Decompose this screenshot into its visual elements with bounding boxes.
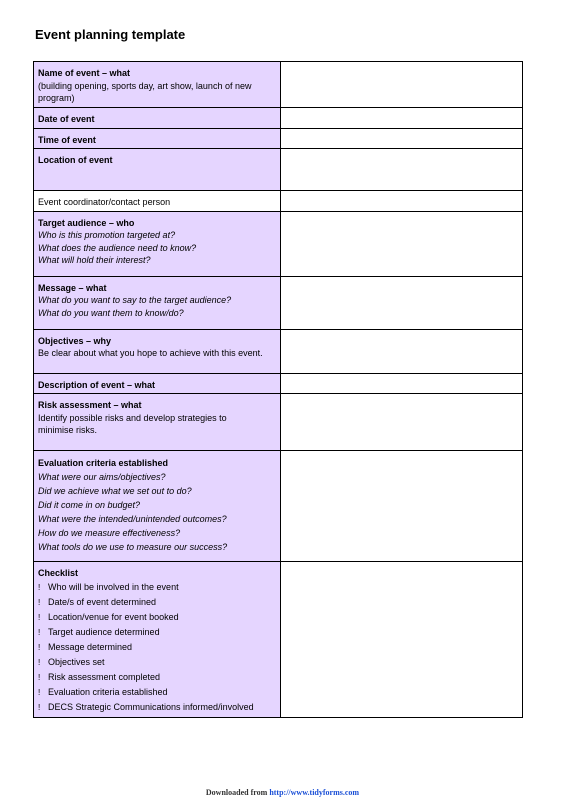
checkbox-icon[interactable]: ! [38, 702, 41, 712]
hint-evaluation-6: What tools do we use to measure our success? [38, 542, 228, 552]
row-coordinator [34, 191, 523, 212]
checkbox-icon[interactable]: ! [38, 672, 41, 682]
label-audience [34, 211, 281, 276]
row-date [34, 108, 523, 129]
label-checklist [34, 562, 281, 718]
checklist-item-label: Target audience determined [48, 626, 160, 637]
heading-checklist: Checklist [38, 568, 79, 578]
field-date[interactable] [281, 108, 523, 129]
row-time [34, 128, 523, 149]
label-risk [34, 394, 281, 451]
row-objectives [34, 329, 523, 373]
checklist-item-label: Location/venue for event booked [48, 611, 179, 622]
hint-risk-2: minimise risks. [38, 425, 98, 435]
heading-audience: Target audience – who [38, 217, 135, 228]
row-message [34, 276, 523, 329]
hint-message-1: What do you want to say to the target audience? [38, 295, 232, 305]
label-evaluation [34, 451, 281, 562]
checklist-item[interactable] [38, 685, 276, 700]
checklist-item[interactable] [38, 670, 276, 685]
checklist-item-label: Objectives set [48, 656, 105, 667]
heading-risk: Risk assessment – what [38, 400, 142, 410]
row-checklist [34, 562, 523, 718]
field-objectives[interactable] [281, 329, 523, 373]
row-location [34, 149, 523, 191]
label-time [34, 128, 281, 149]
field-name[interactable] [281, 62, 523, 108]
checklist-item[interactable] [38, 580, 276, 595]
hint-risk-1: Identify possible risks and develop strategies to [38, 412, 227, 423]
label-name [34, 62, 281, 108]
checklist-item-label: Message determined [48, 641, 133, 652]
row-evaluation [34, 451, 523, 562]
checklist-item[interactable] [38, 610, 276, 625]
field-time[interactable] [281, 128, 523, 149]
checkbox-icon[interactable]: ! [38, 597, 41, 607]
checkbox-icon[interactable]: ! [38, 642, 41, 652]
hint-message-2: What do you want them to know/do? [38, 307, 184, 318]
text-coordinator: Event coordinator/contact person [38, 197, 171, 207]
heading-name: Name of event – what [38, 68, 131, 78]
checklist-item-label: DECS Strategic Communications informed/involved [48, 701, 254, 712]
heading-time: Time of event [38, 134, 96, 145]
footer [0, 788, 565, 797]
page-title: Event planning template [35, 27, 186, 42]
field-coordinator[interactable] [281, 191, 523, 212]
checklist-item[interactable] [38, 625, 276, 640]
row-risk [34, 394, 523, 451]
field-risk[interactable] [281, 394, 523, 451]
field-message[interactable] [281, 276, 523, 329]
heading-objectives: Objectives – why [38, 335, 112, 346]
checklist-item-label: Date/s of event determined [48, 596, 157, 607]
checkbox-icon[interactable]: ! [38, 627, 41, 637]
checkbox-icon[interactable]: ! [38, 612, 41, 622]
hint-objectives: Be clear about what you hope to achieve with this event. [38, 348, 263, 358]
event-planning-table [33, 61, 523, 718]
hint-evaluation-5: How do we measure effectiveness? [38, 528, 181, 538]
footer-link[interactable]: http://www.tidyforms.com [269, 788, 360, 797]
checklist-item[interactable] [38, 640, 276, 655]
field-checklist[interactable] [281, 562, 523, 718]
hint-audience-2: What does the audience need to know? [38, 242, 197, 253]
hint-audience-3: What will hold their interest? [38, 255, 151, 265]
label-description [34, 373, 281, 394]
heading-evaluation: Evaluation criteria established [38, 458, 169, 468]
label-coordinator [34, 191, 281, 212]
hint-audience-1: Who is this promotion targeted at? [38, 230, 176, 240]
field-description[interactable] [281, 373, 523, 394]
hint-evaluation-2: Did we achieve what we set out to do? [38, 486, 192, 496]
checkbox-icon[interactable]: ! [38, 657, 41, 667]
field-location[interactable] [281, 149, 523, 191]
footer-prefix: Downloaded from [205, 788, 268, 797]
row-name [34, 62, 523, 108]
checkbox-icon[interactable]: ! [38, 582, 41, 592]
checklist-item[interactable] [38, 595, 276, 610]
row-description [34, 373, 523, 394]
checklist-item[interactable] [38, 700, 276, 715]
field-evaluation[interactable] [281, 451, 523, 562]
field-audience[interactable] [281, 211, 523, 276]
label-location [34, 149, 281, 191]
label-date [34, 108, 281, 129]
checkbox-icon[interactable]: ! [38, 687, 41, 697]
label-objectives [34, 329, 281, 373]
hint-evaluation-1: What were our aims/objectives? [38, 472, 166, 482]
hint-evaluation-4: What were the intended/unintended outcomes? [38, 514, 227, 524]
heading-message: Message – what [38, 282, 107, 293]
hint-name: (building opening, sports day, art show, launch of new program) [38, 80, 252, 103]
checklist-item-label: Evaluation criteria established [48, 686, 168, 697]
label-message [34, 276, 281, 329]
checklist-item-label: Who will be involved in the event [48, 581, 179, 592]
checklist-item-label: Risk assessment completed [48, 671, 161, 682]
hint-evaluation-3: Did it come in on budget? [38, 500, 141, 510]
heading-description: Description of event – what [38, 379, 156, 390]
heading-location: Location of event [38, 155, 113, 165]
row-audience [34, 211, 523, 276]
heading-date: Date of event [38, 114, 95, 124]
checklist-item[interactable] [38, 655, 276, 670]
